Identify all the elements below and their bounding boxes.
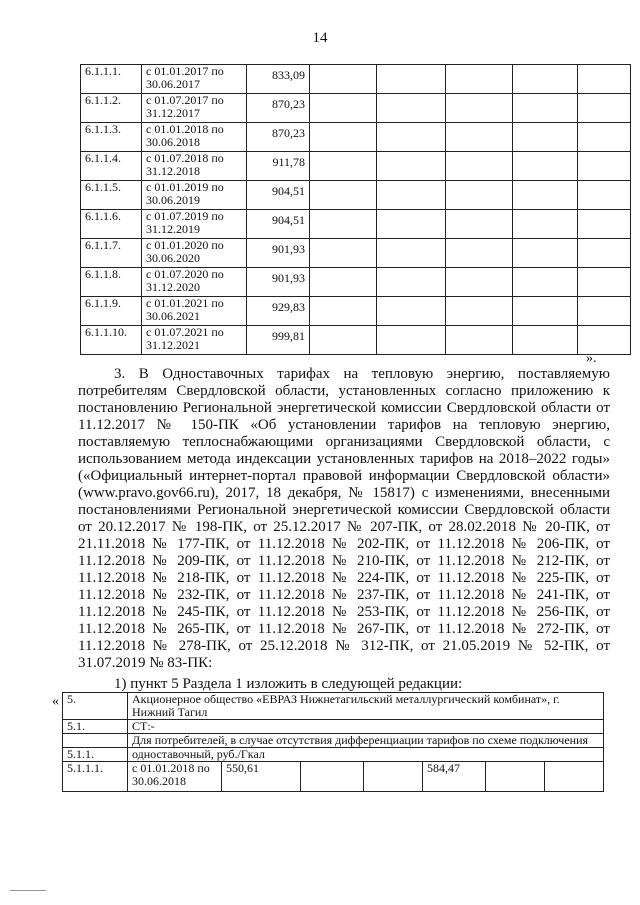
row-value: 870,23 <box>247 123 310 152</box>
row-period: с 01.01.2018 по 30.06.2018 <box>142 123 247 152</box>
tariff-table <box>80 64 631 355</box>
row-value: 870,23 <box>247 94 310 123</box>
organization-name: Акционерное общество «ЕВРАЗ Нижнетагильский металлургический комбинат», г. Нижний Тагил <box>128 693 604 720</box>
consumers-note: Для потребителей, в случае отсутствия дифференциации тарифов по схеме подключения <box>128 734 604 748</box>
page-number: 14 <box>312 30 328 46</box>
opening-quote: « <box>52 694 59 709</box>
row-value: 584,47 <box>423 762 486 792</box>
table-row <box>81 326 631 355</box>
table-row <box>81 152 631 181</box>
table-row <box>63 762 604 792</box>
row-code: 6.1.1.8. <box>81 268 142 297</box>
row-period: с 01.07.2018 по 31.12.2018 <box>142 152 247 181</box>
table-row <box>81 297 631 326</box>
row-code: 6.1.1.1. <box>81 65 142 94</box>
row-period: с 01.01.2018 по 30.06.2018 <box>128 762 222 792</box>
row-code: 5.1.1. <box>63 748 128 762</box>
subitem-1: 1) пункт 5 Раздела 1 изложить в следующей редакции: <box>114 676 463 692</box>
table-row <box>81 181 631 210</box>
table-row <box>63 720 604 734</box>
row-value: 904,51 <box>247 210 310 239</box>
row-period: с 01.07.2019 по 31.12.2019 <box>142 210 247 239</box>
table-row <box>81 210 631 239</box>
row-period: с 01.07.2017 по 31.12.2017 <box>142 94 247 123</box>
table-row <box>81 65 631 94</box>
table-row <box>81 123 631 152</box>
table-row <box>63 734 604 748</box>
row-value: 904,51 <box>247 181 310 210</box>
table-row <box>81 268 631 297</box>
row-value: 999,81 <box>247 326 310 355</box>
row-code: 6.1.1.2. <box>81 94 142 123</box>
row-code: 6.1.1.6. <box>81 210 142 239</box>
footer-line <box>10 890 46 891</box>
row-code: 6.1.1.4. <box>81 152 142 181</box>
row-code: 6.1.1.3. <box>81 123 142 152</box>
row-value: 833,09 <box>247 65 310 94</box>
row-value: 929,83 <box>247 297 310 326</box>
row-value: 911,78 <box>247 152 310 181</box>
table-row <box>63 693 604 720</box>
table-row <box>81 239 631 268</box>
row-value: 550,61 <box>222 762 301 792</box>
row-period: с 01.01.2019 по 30.06.2019 <box>142 181 247 210</box>
row-code: 5.1.1.1. <box>63 762 128 792</box>
row-code: 6.1.1.10. <box>81 326 142 355</box>
amended-table <box>62 692 604 792</box>
row-value: 901,93 <box>247 268 310 297</box>
row-period: с 01.01.2020 по 30.06.2020 <box>142 239 247 268</box>
row-period: с 01.01.2017 по 30.06.2017 <box>142 65 247 94</box>
row-period: с 01.07.2021 по 31.12.2021 <box>142 326 247 355</box>
row-period: с 01.01.2021 по 30.06.2021 <box>142 297 247 326</box>
tariff-type: одноставочный, руб./Гкал <box>128 748 604 762</box>
row-value: 901,93 <box>247 239 310 268</box>
row-period: с 01.07.2020 по 31.12.2020 <box>142 268 247 297</box>
row-code: 6.1.1.7. <box>81 239 142 268</box>
row-code: 6.1.1.5. <box>81 181 142 210</box>
row-code: 5. <box>63 693 128 720</box>
row-code: 6.1.1.9. <box>81 297 142 326</box>
table-row <box>81 94 631 123</box>
paragraph-3: 3. В Одноставочных тарифах на тепловую энергию, поставляемую потребителям Свердловской области, установленных согласно приложению к постановлению Региональной энергетической комиссии Свердловской области от 11.12.2017 № 150-ПК «Об установлении тарифов на тепловую энергию, поставляемую теплоснабжающими организациями Свердловской области, с использованием метода индексации установленных тарифов на 2018–2022 годы» («Официальный интернет-портал правовой информации Свердловской области» (www.pravo.gov66.ru), 2017, 18 декабря, № 15817) с изменениями, внесенными постановлениями Региональной энергетической комиссии Свердловской области от 20.12.2017 № 198-ПК, от 25.12.2017 № 207-ПК, от 28.02.2018 № 20-ПК, от 21.11.2018 № 177-ПК, от 11.12.2018 № 202-ПК, от 11.12.2018 № 206-ПК, от 11.12.2018 № 209-ПК, от 11.12.2018 № 210-ПК, от 11.12.2018 № 212-ПК, от 11.12.2018 № 218-ПК, от 11.12.2018 № 224-ПК, от 11.12.2018 № 225-ПК, от 11.12.2018 № 232-ПК, от 11.12.2018 № 237-ПК, от 11.12.2018 № 241-ПК, от 11.12.2018 № 245-ПК, от 11.12.2018 № 253-ПК, от 11.12.2018 № 256-ПК, от 11.12.2018 № 265-ПК, от 11.12.2018 № 267-ПК, от 11.12.2018 № 272-ПК, от 11.12.2018 № 278-ПК, от 25.12.2018 № 312-ПК, от 21.05.2019 № 52-ПК, от 31.07.2019 № 83-ПК: <box>78 366 610 671</box>
row-code: 5.1. <box>63 720 128 734</box>
system-label: СТ:- <box>128 720 604 734</box>
table-row <box>63 748 604 762</box>
closing-quote: ». <box>586 351 597 366</box>
